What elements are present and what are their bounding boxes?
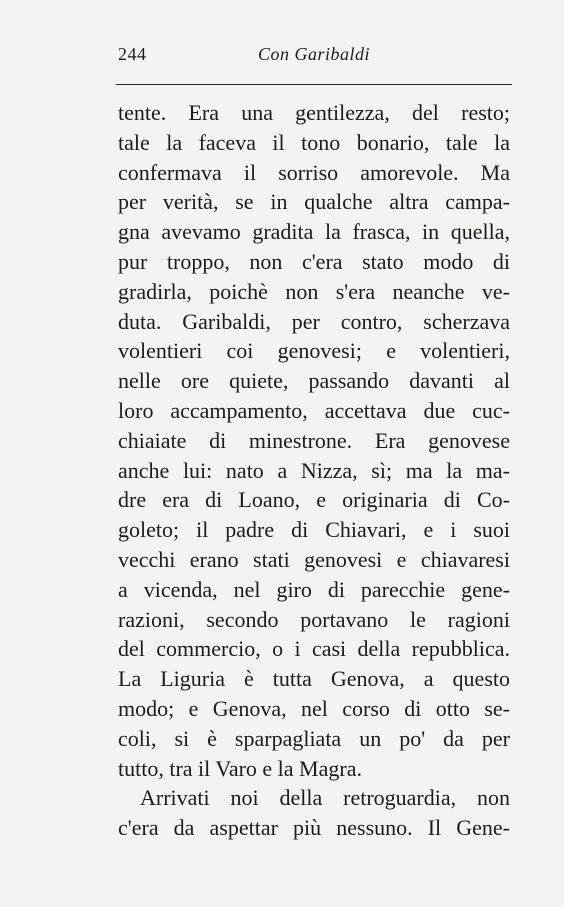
- text-line: gna avevamo gradita la frasca, in quella,: [118, 219, 510, 245]
- text-line: nelle ore quiete, passando davanti al: [118, 368, 510, 394]
- text-line: per verità, se in qualche altra campa-: [118, 189, 510, 215]
- text-line: confermava il sorriso amorevole. Ma: [118, 159, 510, 185]
- paragraph-end-line: tutto, tra il Varo e la Magra.: [118, 755, 362, 781]
- text-line: razioni, secondo portavano le ragioni: [118, 606, 510, 632]
- paragraph-start-line: Arrivati noi della retroguardia, non: [140, 785, 510, 811]
- running-head: [118, 44, 510, 72]
- text-line: chiaiate di minestrone. Era genovese: [118, 427, 510, 453]
- header-rule: [116, 84, 512, 85]
- text-line: volentieri coi genovesi; e volentieri,: [118, 338, 510, 364]
- body-text: [118, 98, 510, 843]
- text-line: modo; e Genova, nel corso di otto se-: [118, 695, 510, 721]
- text-line: La Liguria è tutta Genova, a questo: [118, 666, 510, 692]
- text-line: coli, si è sparpagliata un po' da per: [118, 725, 510, 751]
- text-line: vecchi erano stati genovesi e chiavaresi: [118, 546, 510, 572]
- page-number: 244: [118, 44, 147, 64]
- running-title: Con Garibaldi: [257, 44, 370, 64]
- text-line: c'era da aspettar più nessuno. Il Gene-: [118, 815, 510, 841]
- text-line: dre era di Loano, e originaria di Co-: [118, 487, 510, 513]
- text-line: anche lui: nato a Nizza, sì; ma la ma-: [118, 457, 510, 483]
- text-line: goleto; il padre di Chiavari, e i suoi: [118, 517, 510, 543]
- text-line: gradirla, poichè non s'era neanche ve-: [118, 278, 510, 304]
- text-line: del commercio, o i casi della repubblica.: [118, 636, 510, 662]
- text-line: loro accampamento, accettava due cuc-: [118, 397, 510, 423]
- text-line: pur troppo, non c'era stato modo di: [118, 248, 510, 274]
- text-line: tale la faceva il tono bonario, tale la: [118, 129, 510, 155]
- text-line: tente. Era una gentilezza, del resto;: [118, 100, 510, 125]
- text-line: duta. Garibaldi, per contro, scherzava: [118, 308, 510, 334]
- text-line: a vicenda, nel giro di parecchie gene-: [118, 576, 510, 602]
